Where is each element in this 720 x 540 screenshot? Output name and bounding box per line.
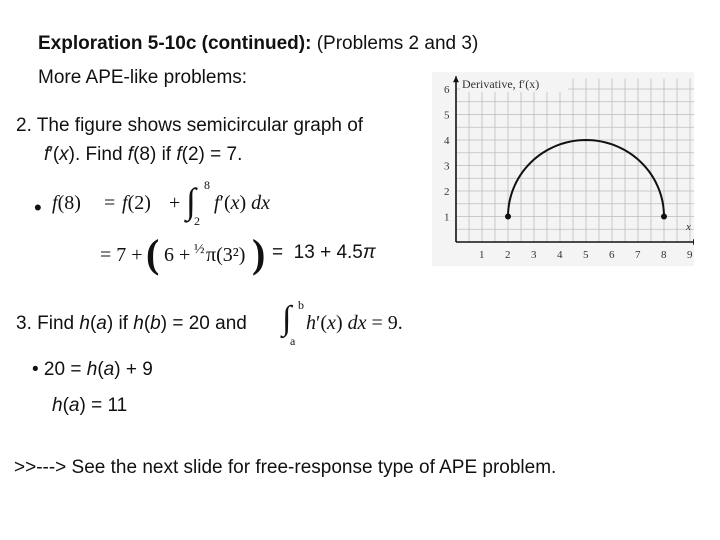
y-tick-label: 3 xyxy=(444,160,450,173)
graph-background xyxy=(432,72,694,266)
eq2-half: ½ xyxy=(194,242,205,257)
eq1-upper: 8 xyxy=(204,178,210,192)
problem3-step1: • 20 = h(a) + 9 xyxy=(32,359,153,380)
bullet-p3: • xyxy=(32,359,39,380)
footer-note: >>---> See the next slide for free-response type of APE problem. xyxy=(14,457,557,478)
problem3-line1: 3. Find h(a) if h(b) = 20 and xyxy=(16,313,247,334)
y-tick-label: 2 xyxy=(444,186,450,198)
x-tick-label: 4 xyxy=(557,249,563,261)
eq2-a: = 7 + xyxy=(100,244,143,266)
p3-int-upper: b xyxy=(298,298,304,312)
y-tick-label: 5 xyxy=(444,109,450,122)
y-tick-label: 6 xyxy=(444,84,450,96)
slide-title xyxy=(38,32,478,56)
y-tick-label: 1 xyxy=(444,211,450,224)
graph-x-label: x xyxy=(686,221,691,233)
eq1-lhs: f(8) xyxy=(52,192,81,214)
graph-title: Derivative, f′(x) xyxy=(462,77,540,91)
eq2-close-paren: ) xyxy=(252,231,266,276)
x-tick-label: 2 xyxy=(505,249,511,261)
problem3-step2: h(a) = 11 xyxy=(52,395,128,416)
eq2-open-paren: ( xyxy=(146,231,160,276)
x-tick-label: 9 xyxy=(687,249,693,261)
x-tick-label: 8 xyxy=(661,249,667,261)
eq1-f2: f(2) xyxy=(122,192,151,214)
x-tick-label: 7 xyxy=(635,249,641,261)
eq1-plus: + xyxy=(169,192,181,214)
endpoint-dot xyxy=(505,214,511,220)
problem2-line2: f′(x). Find f(8) if f(2) = 7. xyxy=(44,144,243,165)
y-tick-label: 4 xyxy=(444,135,450,147)
derivative-graph xyxy=(432,72,694,266)
eq1-integrand: f′(x) dx xyxy=(214,192,271,214)
x-tick-label: 1 xyxy=(479,249,485,261)
x-axis-arrow xyxy=(693,239,694,245)
x-tick-label: 6 xyxy=(609,249,615,261)
x-tick-label: 3 xyxy=(531,249,537,261)
eq1-lower: 2 xyxy=(194,214,200,228)
slide-subtitle: More APE-like problems: xyxy=(38,67,248,88)
x-tick-label: 5 xyxy=(583,249,589,261)
eq1-eq: = xyxy=(104,192,116,214)
p3-int-body: h′(x) dx = 9. xyxy=(306,312,403,334)
integral-sign-1: ∫ xyxy=(186,181,196,221)
problem3-integral xyxy=(282,300,442,350)
eq2-pi: π(3²) xyxy=(206,244,246,266)
title-rest: (Problems 2 and 3) xyxy=(311,33,479,54)
problem2-result: = 13 + 4.5π xyxy=(272,242,376,263)
title-bold: Exploration 5-10c (continued): xyxy=(38,33,312,54)
integral-sign-2: ∫ xyxy=(282,300,292,337)
p3-int-lower: a xyxy=(290,334,296,348)
problem2-line1: 2. The figure shows semicircular graph of xyxy=(16,115,364,136)
bullet-p2: • xyxy=(34,195,42,220)
endpoint-dot xyxy=(661,214,667,220)
eq2-b: 6 + xyxy=(164,244,191,266)
equation-2 xyxy=(100,232,270,276)
